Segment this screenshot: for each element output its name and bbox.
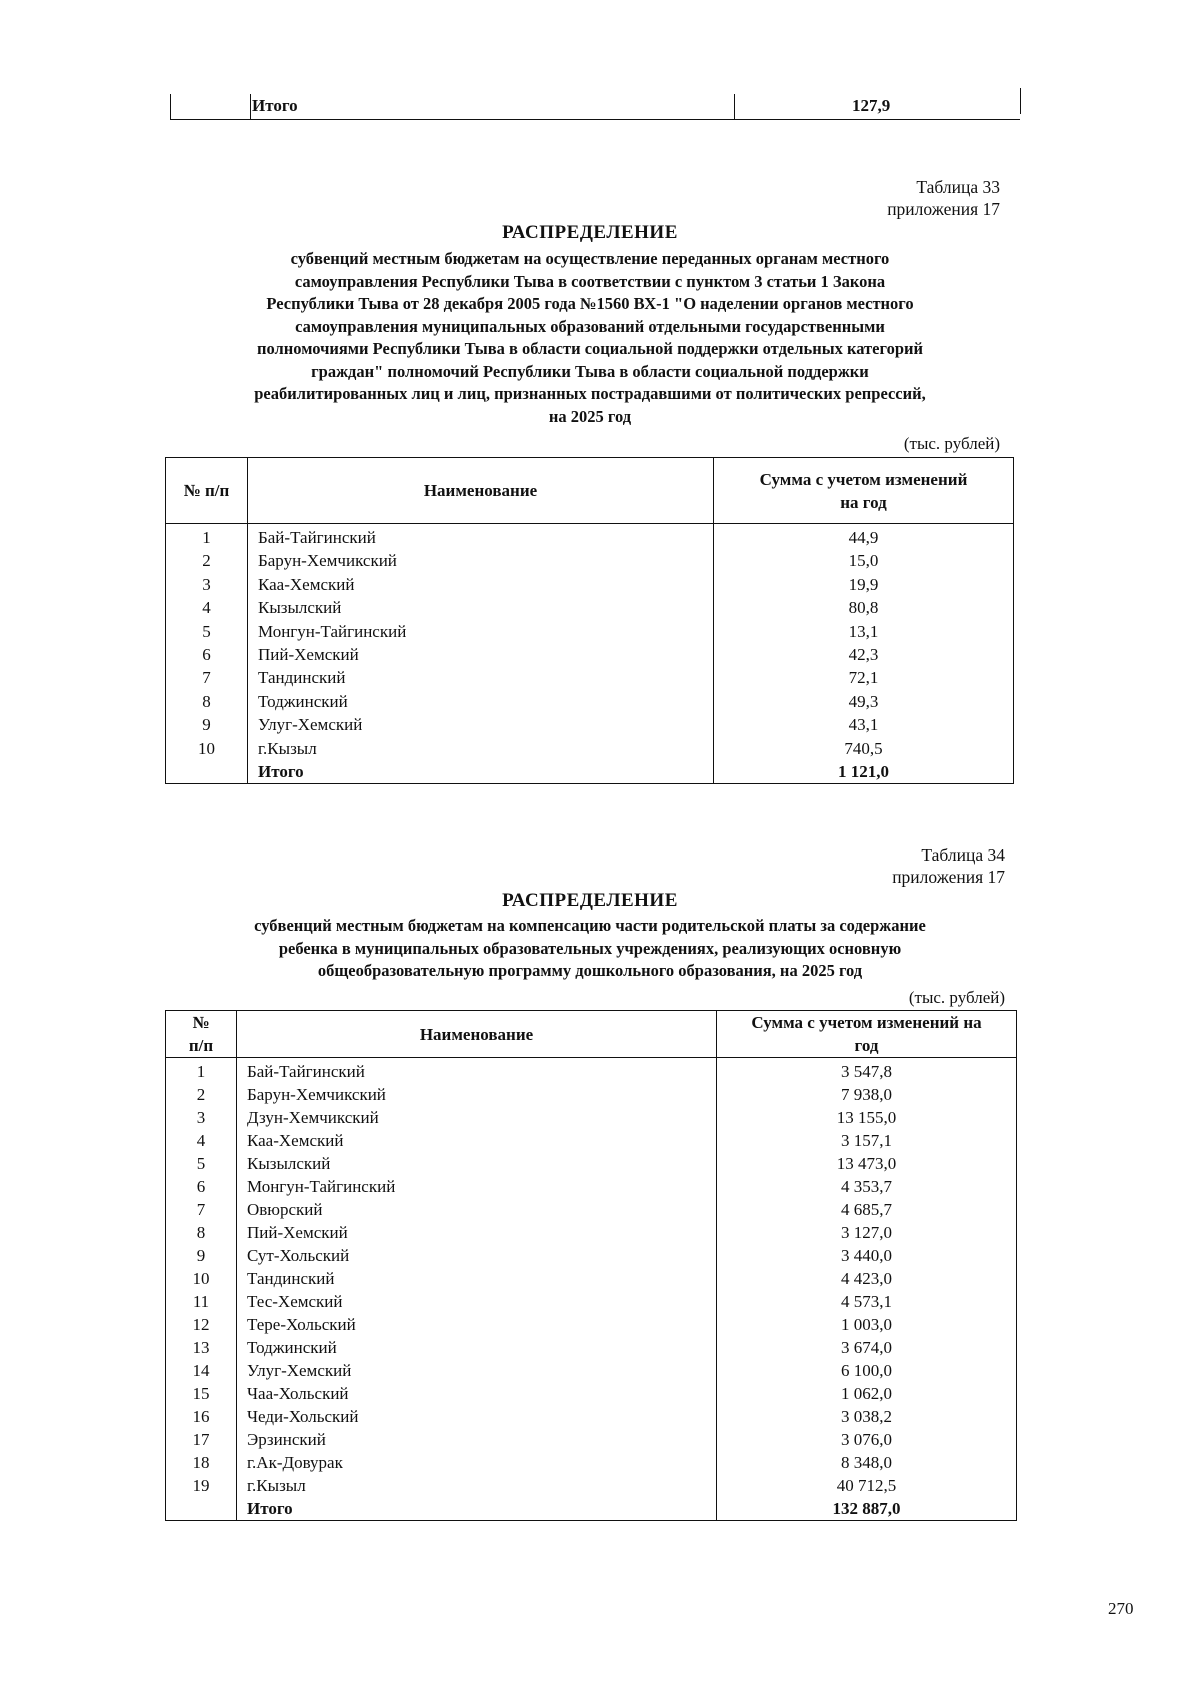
table-row bbox=[166, 643, 1014, 666]
table-row bbox=[166, 1428, 1017, 1451]
row-number: 2 bbox=[166, 1083, 237, 1106]
row-sum: 80,8 bbox=[714, 596, 1014, 619]
district-name: Кызылский bbox=[248, 596, 714, 619]
subtitle-line: ребенка в муниципальных образовательных учреждениях, реализующих основную bbox=[278, 938, 902, 958]
table-33-units: (тыс. рублей) bbox=[903, 434, 1000, 453]
row-number: 6 bbox=[166, 643, 248, 666]
row-number: 3 bbox=[166, 573, 248, 596]
col-header-sum: Сумма с учетом изменений на год bbox=[714, 458, 1014, 524]
table-row bbox=[166, 1336, 1017, 1359]
table-row bbox=[166, 1313, 1017, 1336]
row-number: 1 bbox=[166, 1058, 237, 1084]
table-row bbox=[166, 620, 1014, 643]
row-sum: 3 127,0 bbox=[717, 1221, 1017, 1244]
district-name: г.Ак-Довурак bbox=[237, 1451, 717, 1474]
row-sum: 3 440,0 bbox=[717, 1244, 1017, 1267]
district-name: Каа-Хемский bbox=[237, 1129, 717, 1152]
total-label: Итого bbox=[237, 1497, 717, 1521]
row-sum: 13,1 bbox=[714, 620, 1014, 643]
table-row bbox=[166, 1382, 1017, 1405]
table-row bbox=[166, 1152, 1017, 1175]
row-sum: 72,1 bbox=[714, 666, 1014, 689]
total-row bbox=[166, 760, 1014, 784]
table-row bbox=[166, 596, 1014, 619]
row-sum: 13 155,0 bbox=[717, 1106, 1017, 1129]
district-name: г.Кызыл bbox=[248, 737, 714, 760]
row-sum: 3 038,2 bbox=[717, 1405, 1017, 1428]
table-33-ref: Таблица 33 приложения 17 bbox=[887, 177, 1000, 219]
row-number: 15 bbox=[166, 1382, 237, 1405]
table-33-heading: РАСПРЕДЕЛЕНИЕ bbox=[502, 222, 678, 243]
col-header-name: Наименование bbox=[237, 1011, 717, 1058]
district-name: Эрзинский bbox=[237, 1428, 717, 1451]
row-number: 8 bbox=[166, 690, 248, 713]
subtitle-line: полномочиями Республики Тыва в области социальной поддержки отдельных категорий bbox=[256, 339, 924, 358]
table-row bbox=[166, 713, 1014, 736]
table-34-subtitle bbox=[150, 915, 1030, 983]
total-sum: 132 887,0 bbox=[717, 1497, 1017, 1521]
district-name: Тоджинский bbox=[248, 690, 714, 713]
row-number: 5 bbox=[166, 620, 248, 643]
row-sum: 43,1 bbox=[714, 713, 1014, 736]
table-row bbox=[166, 1290, 1017, 1313]
row-number: 10 bbox=[166, 737, 248, 760]
row-sum: 19,9 bbox=[714, 573, 1014, 596]
district-name: Улуг-Хемский bbox=[248, 713, 714, 736]
table-row bbox=[166, 1359, 1017, 1382]
table-33 bbox=[165, 457, 1014, 784]
row-sum: 42,3 bbox=[714, 643, 1014, 666]
total-sum: 1 121,0 bbox=[714, 760, 1014, 784]
row-number: 4 bbox=[166, 596, 248, 619]
previous-table-total-row bbox=[170, 94, 1020, 120]
row-number: 16 bbox=[166, 1405, 237, 1428]
district-name: Дзун-Хемчикский bbox=[237, 1106, 717, 1129]
table-row bbox=[166, 1129, 1017, 1152]
row-sum: 3 157,1 bbox=[717, 1129, 1017, 1152]
subtitle-line: субвенций местным бюджетам на компенсацию части родительской платы за содержание bbox=[254, 916, 926, 935]
district-name: Каа-Хемский bbox=[248, 573, 714, 596]
table-row bbox=[166, 549, 1014, 572]
row-number: 2 bbox=[166, 549, 248, 572]
district-name: Овюрский bbox=[237, 1198, 717, 1221]
subtitle-line: общеобразовательную программу дошкольного образования, на 2025 год bbox=[317, 961, 863, 980]
col-header-sum: Сумма с учетом изменений на год bbox=[717, 1011, 1017, 1058]
subtitle-line: реабилитированных лиц и лиц, признанных пострадавшими от политических репрессий, bbox=[254, 384, 926, 403]
row-number: 8 bbox=[166, 1221, 237, 1244]
row-number: 7 bbox=[166, 666, 248, 689]
col-header-num: № п/п bbox=[166, 458, 248, 524]
subtitle-line: граждан" полномочий Республики Тыва в области социальной поддержки bbox=[311, 361, 869, 381]
row-number: 1 bbox=[166, 524, 248, 550]
table-row bbox=[166, 690, 1014, 713]
district-name: Монгун-Тайгинский bbox=[248, 620, 714, 643]
table-row bbox=[166, 1221, 1017, 1244]
row-number: 6 bbox=[166, 1175, 237, 1198]
total-num-cell bbox=[166, 1497, 237, 1521]
district-name: Пий-Хемский bbox=[248, 643, 714, 666]
row-sum: 8 348,0 bbox=[717, 1451, 1017, 1474]
row-sum: 13 473,0 bbox=[717, 1152, 1017, 1175]
row-sum: 7 938,0 bbox=[717, 1083, 1017, 1106]
table-row bbox=[166, 737, 1014, 760]
district-name: Тандинский bbox=[237, 1267, 717, 1290]
row-number: 11 bbox=[166, 1290, 237, 1313]
row-number: 5 bbox=[166, 1152, 237, 1175]
row-number: 18 bbox=[166, 1451, 237, 1474]
table-row bbox=[166, 1106, 1017, 1129]
row-number: 9 bbox=[166, 713, 248, 736]
row-sum: 40 712,5 bbox=[717, 1474, 1017, 1497]
district-name: г.Кызыл bbox=[237, 1474, 717, 1497]
row-number: 14 bbox=[166, 1359, 237, 1382]
district-name: Тоджинский bbox=[237, 1336, 717, 1359]
previous-total-value: 127,9 bbox=[852, 96, 891, 115]
district-name: Сут-Хольский bbox=[237, 1244, 717, 1267]
table-34-ref: Таблица 34 приложения 17 bbox=[892, 845, 1005, 887]
table-33-subtitle bbox=[150, 248, 1030, 428]
subtitle-line: самоуправления Республики Тыва в соответствии с пунктом 3 статьи 1 Закона bbox=[294, 271, 886, 291]
table-row bbox=[166, 666, 1014, 689]
row-sum: 3 674,0 bbox=[717, 1336, 1017, 1359]
district-name: Бай-Тайгинский bbox=[248, 524, 714, 550]
row-number: 13 bbox=[166, 1336, 237, 1359]
row-sum: 44,9 bbox=[714, 524, 1014, 550]
district-name: Улуг-Хемский bbox=[237, 1359, 717, 1382]
row-number: 10 bbox=[166, 1267, 237, 1290]
district-name: Чеди-Хольский bbox=[237, 1405, 717, 1428]
table-row bbox=[166, 1405, 1017, 1428]
table-row bbox=[166, 1175, 1017, 1198]
total-num-cell bbox=[166, 760, 248, 784]
district-name: Барун-Хемчикский bbox=[248, 549, 714, 572]
col-header-num: № п/п bbox=[166, 1011, 237, 1058]
row-number: 19 bbox=[166, 1474, 237, 1497]
table-row bbox=[166, 1474, 1017, 1497]
table-row bbox=[166, 573, 1014, 596]
col-header-name: Наименование bbox=[248, 458, 714, 524]
row-sum: 4 353,7 bbox=[717, 1175, 1017, 1198]
table-34 bbox=[165, 1010, 1017, 1521]
district-name: Бай-Тайгинский bbox=[237, 1058, 717, 1084]
table-34-heading: РАСПРЕДЕЛЕНИЕ bbox=[502, 890, 678, 911]
district-name: Чаа-Хольский bbox=[237, 1382, 717, 1405]
district-name: Тес-Хемский bbox=[237, 1290, 717, 1313]
page-number: 270 bbox=[1108, 1599, 1134, 1618]
district-name: Кызылский bbox=[237, 1152, 717, 1175]
table-row bbox=[166, 1244, 1017, 1267]
row-sum: 4 573,1 bbox=[717, 1290, 1017, 1313]
district-name: Тандинский bbox=[248, 666, 714, 689]
row-number: 9 bbox=[166, 1244, 237, 1267]
table-34-units: (тыс. рублей) bbox=[908, 988, 1005, 1007]
table-row bbox=[166, 524, 1014, 550]
previous-total-label: Итого bbox=[252, 96, 298, 115]
district-name: Пий-Хемский bbox=[237, 1221, 717, 1244]
row-sum: 1 003,0 bbox=[717, 1313, 1017, 1336]
table-row bbox=[166, 1058, 1017, 1084]
row-sum: 1 062,0 bbox=[717, 1382, 1017, 1405]
row-number: 17 bbox=[166, 1428, 237, 1451]
table-row bbox=[166, 1083, 1017, 1106]
subtitle-line: самоуправления муниципальных образований отдельными государственными bbox=[295, 316, 885, 336]
total-row bbox=[166, 1497, 1017, 1521]
total-label: Итого bbox=[248, 760, 714, 784]
row-number: 4 bbox=[166, 1129, 237, 1152]
district-name: Барун-Хемчикский bbox=[237, 1083, 717, 1106]
row-number: 12 bbox=[166, 1313, 237, 1336]
row-sum: 4 685,7 bbox=[717, 1198, 1017, 1221]
table-row bbox=[166, 1451, 1017, 1474]
row-sum: 4 423,0 bbox=[717, 1267, 1017, 1290]
row-sum: 3 076,0 bbox=[717, 1428, 1017, 1451]
row-sum: 6 100,0 bbox=[717, 1359, 1017, 1382]
row-number: 7 bbox=[166, 1198, 237, 1221]
district-name: Монгун-Тайгинский bbox=[237, 1175, 717, 1198]
subtitle-line: на 2025 год bbox=[548, 406, 632, 426]
district-name: Тере-Хольский bbox=[237, 1313, 717, 1336]
table-row bbox=[166, 1198, 1017, 1221]
row-sum: 49,3 bbox=[714, 690, 1014, 713]
row-sum: 3 547,8 bbox=[717, 1058, 1017, 1084]
subtitle-line: субвенций местным бюджетам на осуществление переданных органам местного bbox=[290, 249, 890, 268]
row-sum: 15,0 bbox=[714, 549, 1014, 572]
subtitle-line: Республики Тыва от 28 декабря 2005 года №1560 ВХ-1 "О наделении органов местного bbox=[266, 294, 914, 313]
table-row bbox=[166, 1267, 1017, 1290]
row-number: 3 bbox=[166, 1106, 237, 1129]
row-sum: 740,5 bbox=[714, 737, 1014, 760]
